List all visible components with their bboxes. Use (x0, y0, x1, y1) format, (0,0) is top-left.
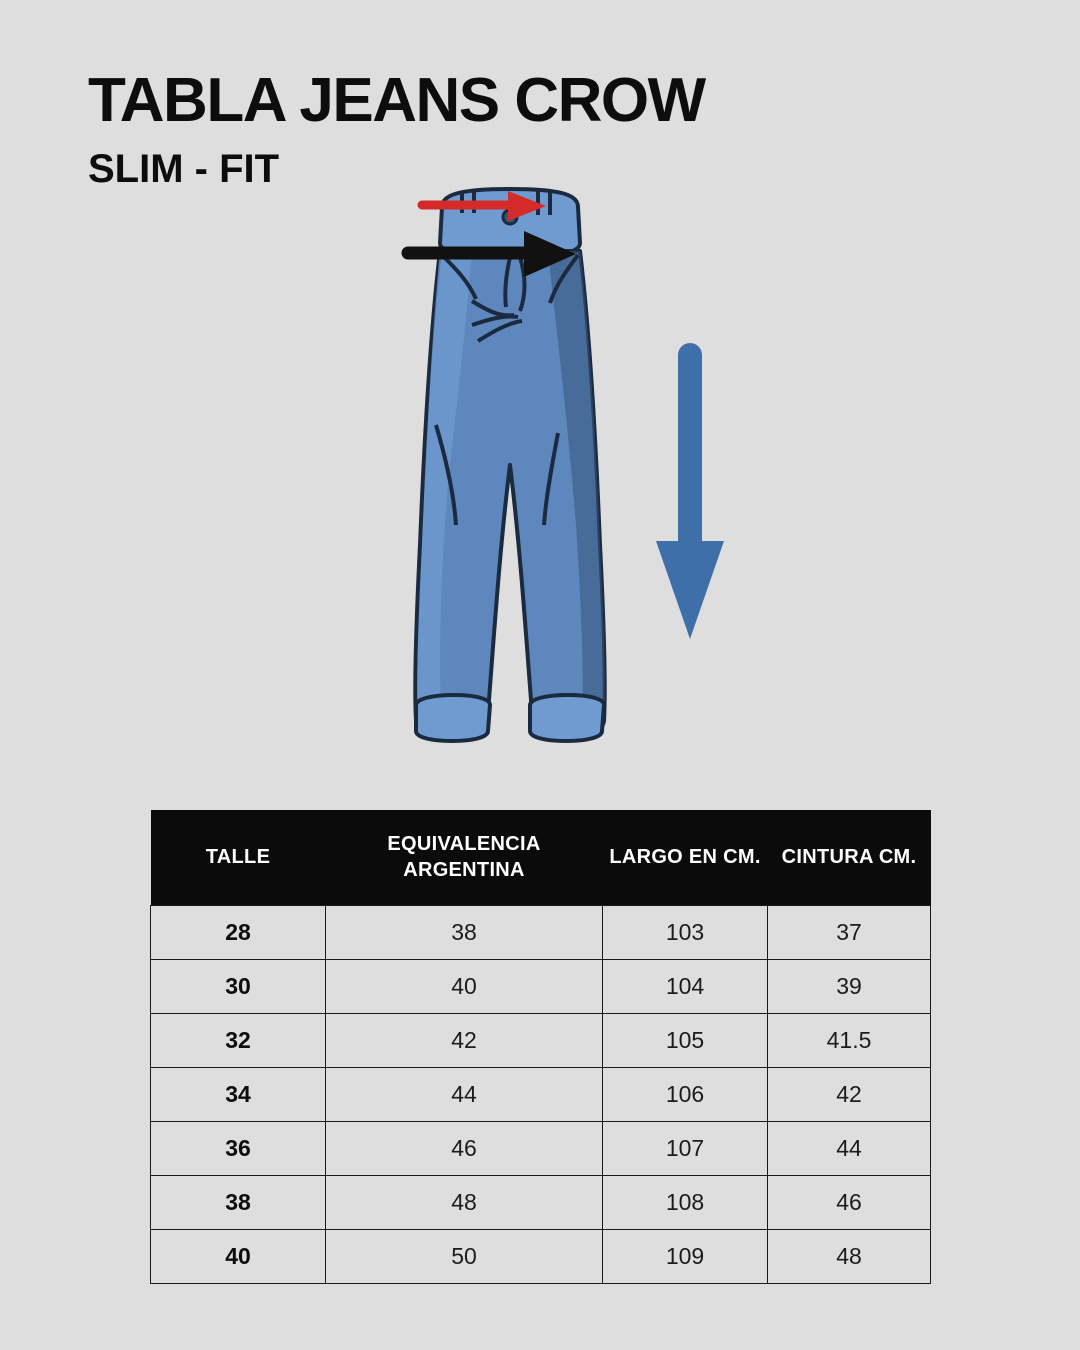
size-table-body (151, 906, 931, 1284)
table-row (151, 960, 931, 1014)
jeans-body (415, 189, 605, 741)
cell-cintura: 44 (768, 1122, 931, 1176)
cell-equivalencia: 44 (326, 1068, 603, 1122)
page-subtitle: SLIM - FIT (88, 147, 280, 192)
table-header-row (151, 810, 931, 906)
cell-largo: 105 (603, 1014, 768, 1068)
cell-talle: 40 (151, 1230, 326, 1284)
cell-talle: 28 (151, 906, 326, 960)
cell-talle: 36 (151, 1122, 326, 1176)
length-arrow-blue-icon (656, 355, 724, 639)
size-table-container (150, 810, 930, 1284)
cell-equivalencia: 38 (326, 906, 603, 960)
cell-talle: 30 (151, 960, 326, 1014)
cell-equivalencia: 40 (326, 960, 603, 1014)
size-table (150, 810, 931, 1284)
table-row (151, 906, 931, 960)
cell-talle: 32 (151, 1014, 326, 1068)
cell-equivalencia: 50 (326, 1230, 603, 1284)
cell-largo: 103 (603, 906, 768, 960)
column-header-largo: LARGO EN CM. (603, 810, 768, 906)
table-row (151, 1014, 931, 1068)
cell-largo: 104 (603, 960, 768, 1014)
table-row (151, 1230, 931, 1284)
cell-cintura: 37 (768, 906, 931, 960)
cell-cintura: 48 (768, 1230, 931, 1284)
cell-talle: 34 (151, 1068, 326, 1122)
jeans-illustration (380, 165, 800, 765)
table-row (151, 1122, 931, 1176)
column-header-talle: TALLE (151, 810, 326, 906)
cell-talle: 38 (151, 1176, 326, 1230)
cell-equivalencia: 48 (326, 1176, 603, 1230)
cell-largo: 106 (603, 1068, 768, 1122)
cell-cintura: 41.5 (768, 1014, 931, 1068)
size-table-head (151, 810, 931, 906)
cell-cintura: 39 (768, 960, 931, 1014)
column-header-cintura: CINTURA CM. (768, 810, 931, 906)
table-row (151, 1176, 931, 1230)
cell-cintura: 46 (768, 1176, 931, 1230)
table-row (151, 1068, 931, 1122)
column-header-equivalencia-argentina: EQUIVALENCIA ARGENTINA (326, 810, 603, 906)
cell-largo: 109 (603, 1230, 768, 1284)
cell-largo: 107 (603, 1122, 768, 1176)
cell-equivalencia: 42 (326, 1014, 603, 1068)
cell-cintura: 42 (768, 1068, 931, 1122)
cell-equivalencia: 46 (326, 1122, 603, 1176)
page-title: TABLA JEANS CROW (88, 66, 705, 135)
cell-largo: 108 (603, 1176, 768, 1230)
